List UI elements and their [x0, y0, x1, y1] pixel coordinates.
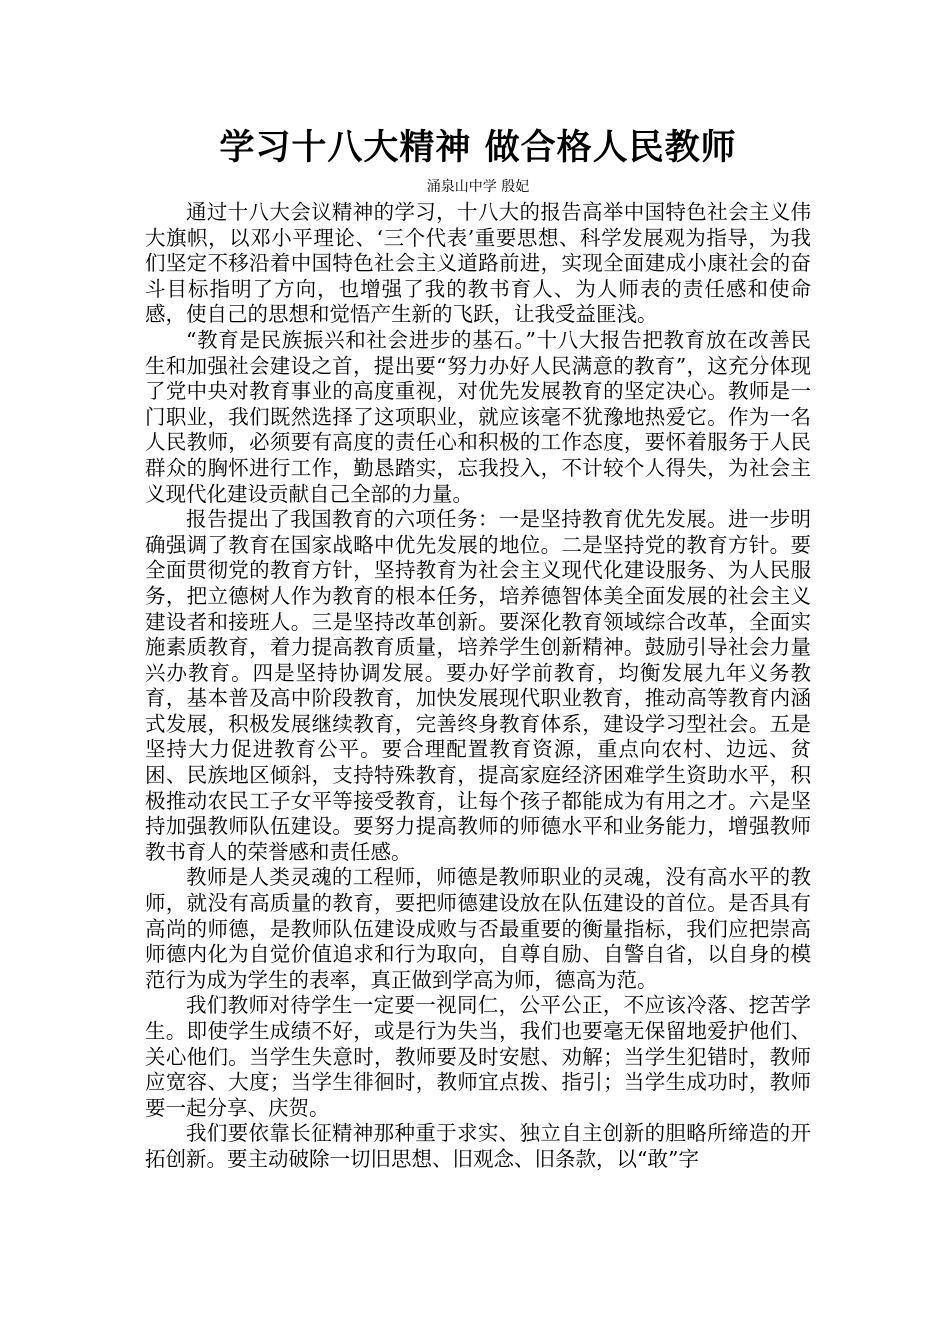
paragraph-6: 我们要依靠长征精神那种重于求实、独立自主创新的胆略所缔造的开拓创新。要主动破除一切旧思想、旧观念、旧条款，以“敢”字: [145, 1121, 811, 1171]
paragraph-1: 通过十八大会议精神的学习，十八大的报告高举中国特色社会主义伟大旗帜，以邓小平理论、‘三个代表’重要思想、科学发展观为指导，为我们坚定不移沿着中国特色社会主义道路前进，实现全面建成小康社会的奋斗目标指明了方向，也增强了我的教书育人、为人师表的责任感和使命感，使自己的思想和觉悟产生新的飞跃，让我受益匪浅。: [145, 200, 811, 327]
paragraph-4: 教师是人类灵魂的工程师，师德是教师职业的灵魂，没有高水平的教师，就没有高质量的教育，要把师德建设放在队伍建设的首位。是否具有高尚的师德，是教师队伍建设成败与否最重要的衡量指标，我们应把崇高师德内化为自觉价值追求和行为取向，自尊自励、自警自省，以自身的模范行为成为学生的表率，真正做到学高为师，德高为范。: [145, 865, 811, 992]
document-author: 涌泉山中学 殷妃: [426, 179, 530, 195]
document-title: 学习十八大精神 做合格人民教师: [219, 128, 737, 168]
document-page: [145, 120, 811, 1173]
paragraph-2: “教育是民族振兴和社会进步的基石。”十八大报告把教育放在改善民生和加强社会建设之首，提出要“努力办好人民满意的教育”，这充分体现了党中央对教育事业的高度重视，对优先发展教育的坚定决心。教师是一门职业，我们既然选择了这项职业，就应该毫不犹豫地热爱它。作为一名人民教师，必须要有高度的责任心和积极的工作态度，要怀着服务于人民群众的胸怀进行工作，勤恳踏实，忘我投入，不计较个人得失，为社会主义现代化建设贡献自己全部的力量。: [145, 327, 811, 506]
paragraph-3: 报告提出了我国教育的六项任务：一是坚持教育优先发展。进一步明确强调了教育在国家战略中优先发展的地位。二是坚持党的教育方针。要全面贯彻党的教育方针，坚持教育为社会主义现代化建设服务、为人民服务，把立德树人作为教育的根本任务，培养德智体美全面发展的社会主义建设者和接班人。三是坚持改革创新。要深化教育领域综合改革，全面实施素质教育，着力提高教育质量，培养学生创新精神。鼓励引导社会力量兴办教育。四是坚持协调发展。要办好学前教育，均衡发展九年义务教育，基本普及高中阶段教育，加快发展现代职业教育，推动高等教育内涵式发展，积极发展继续教育，完善终身教育体系，建设学习型社会。五是坚持大力促进教育公平。要合理配置教育资源，重点向农村、边远、贫困、民族地区倾斜，支持特殊教育，提高家庭经济困难学生资助水平，积极推动农民工子女平等接受教育，让每个孩子都能成为有用之才。六是坚持加强教师队伍建设。要努力提高教师的师德水平和业务能力，增强教师教书育人的荣誉感和责任感。: [145, 507, 811, 864]
paragraph-5: 我们教师对待学生一定要一视同仁，公平公正，不应该冷落、挖苦学生。即使学生成绩不好，或是行为失当，我们也要毫无保留地爱护他们、关心他们。当学生失意时，教师要及时安慰、劝解；当学生犯错时，教师应宽容、大度；当学生徘徊时，教师宜点拨、指引；当学生成功时，教师要一起分享、庆贺。: [145, 993, 811, 1120]
